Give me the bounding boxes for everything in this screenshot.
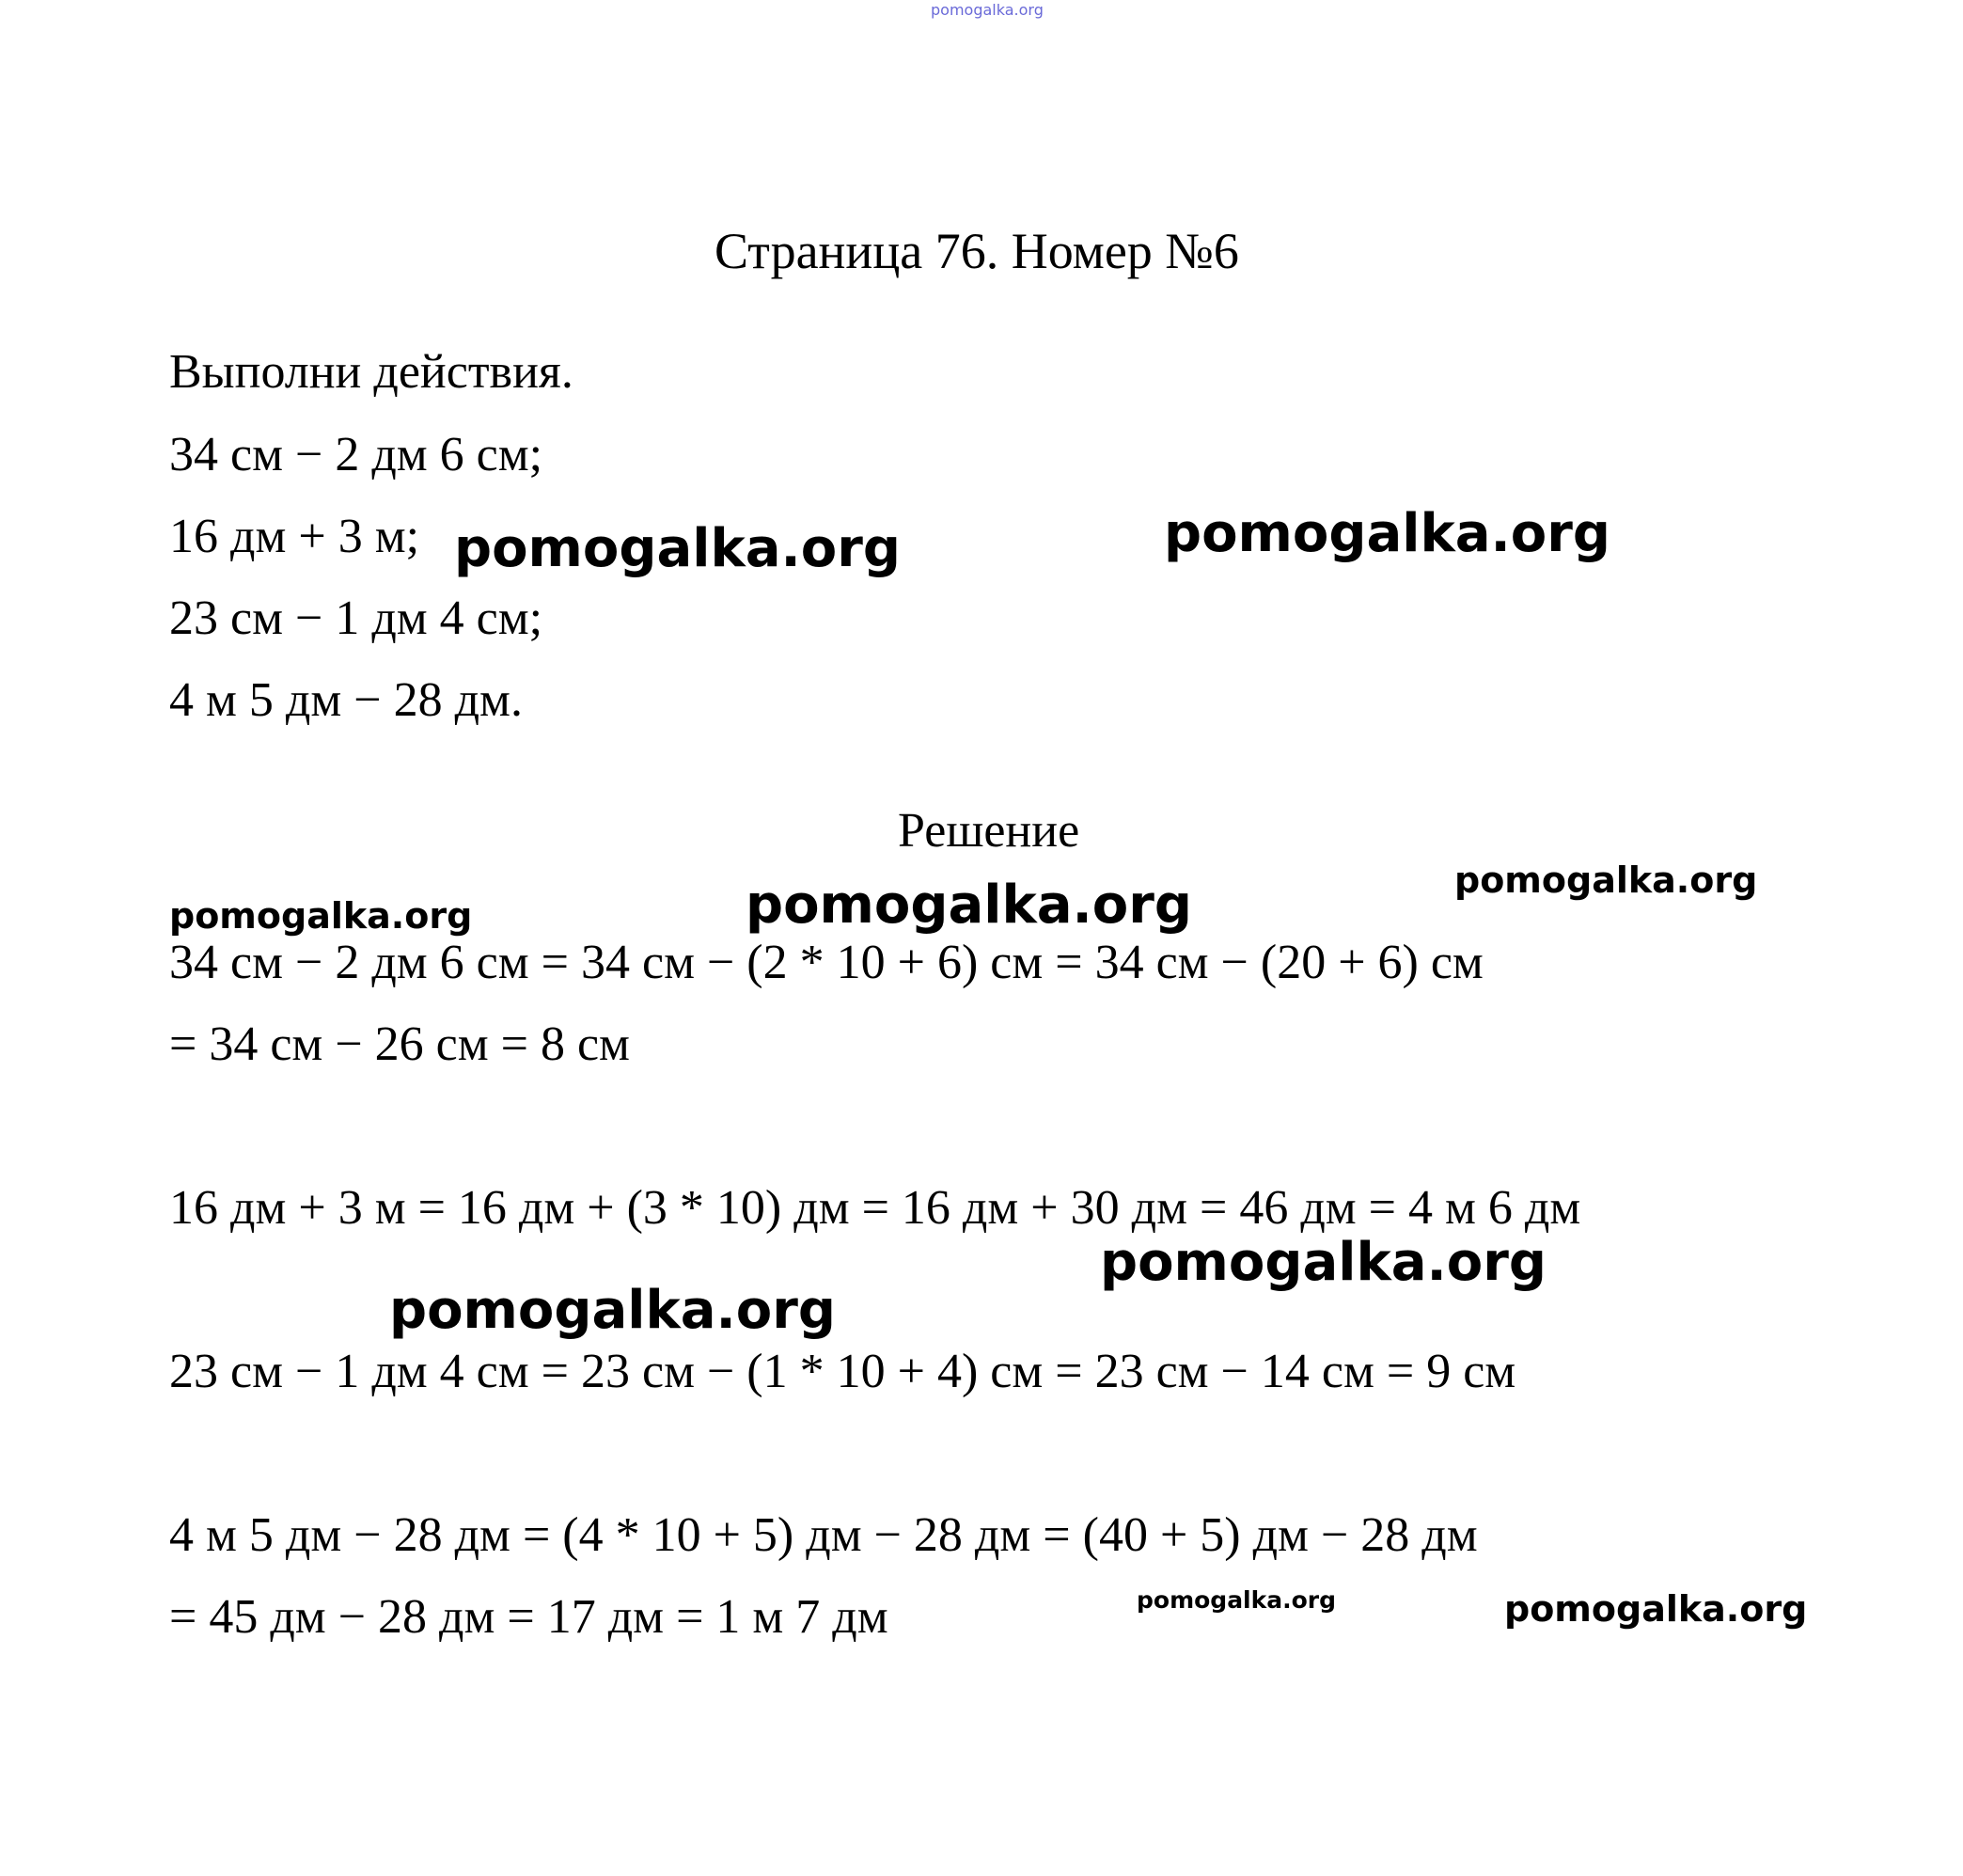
page-title: Страница 76. Номер №6 (715, 223, 1239, 279)
solution-step: 23 см − 1 дм 4 см = 23 см − (1 * 10 + 4) см = 23 см − 14 см = 9 см (169, 1345, 1516, 1398)
watermark: pomogalka.org (1504, 1588, 1808, 1630)
solution-step: 4 м 5 дм − 28 дм = (4 * 10 + 5) дм − 28 дм = (40 + 5) дм − 28 дм (169, 1508, 1478, 1562)
watermark: pomogalka.org (454, 518, 901, 579)
watermark: pomogalka.org (1454, 859, 1758, 901)
watermark: pomogalka.org (389, 1280, 836, 1341)
task-line: 23 см − 1 дм 4 см; (169, 591, 543, 645)
watermark: pomogalka.org (746, 875, 1192, 936)
solution-step: 16 дм + 3 м = 16 дм + (3 * 10) дм = 16 дм + 30 дм = 46 дм = 4 м 6 дм (169, 1181, 1581, 1235)
task-line: 34 см − 2 дм 6 см; (169, 428, 543, 481)
watermark: pomogalka.org (1100, 1232, 1547, 1293)
task-instruction: Выполни действия. (169, 345, 573, 399)
watermark: pomogalka.org (1164, 503, 1610, 564)
solution-step: = 34 см − 26 см = 8 см (169, 1017, 630, 1071)
solution-heading: Решение (898, 804, 1080, 858)
solution-step: = 45 дм − 28 дм = 17 дм = 1 м 7 дм (169, 1590, 888, 1644)
solution-step: 34 см − 2 дм 6 см = 34 см − (2 * 10 + 6) см = 34 см − (20 + 6) см (169, 936, 1484, 989)
watermark: pomogalka.org (1137, 1586, 1337, 1614)
site-mark: pomogalka.org (931, 1, 1044, 19)
watermark: pomogalka.org (169, 895, 473, 937)
task-line: 4 м 5 дм − 28 дм. (169, 673, 523, 727)
task-line: 16 дм + 3 м; (169, 510, 420, 563)
